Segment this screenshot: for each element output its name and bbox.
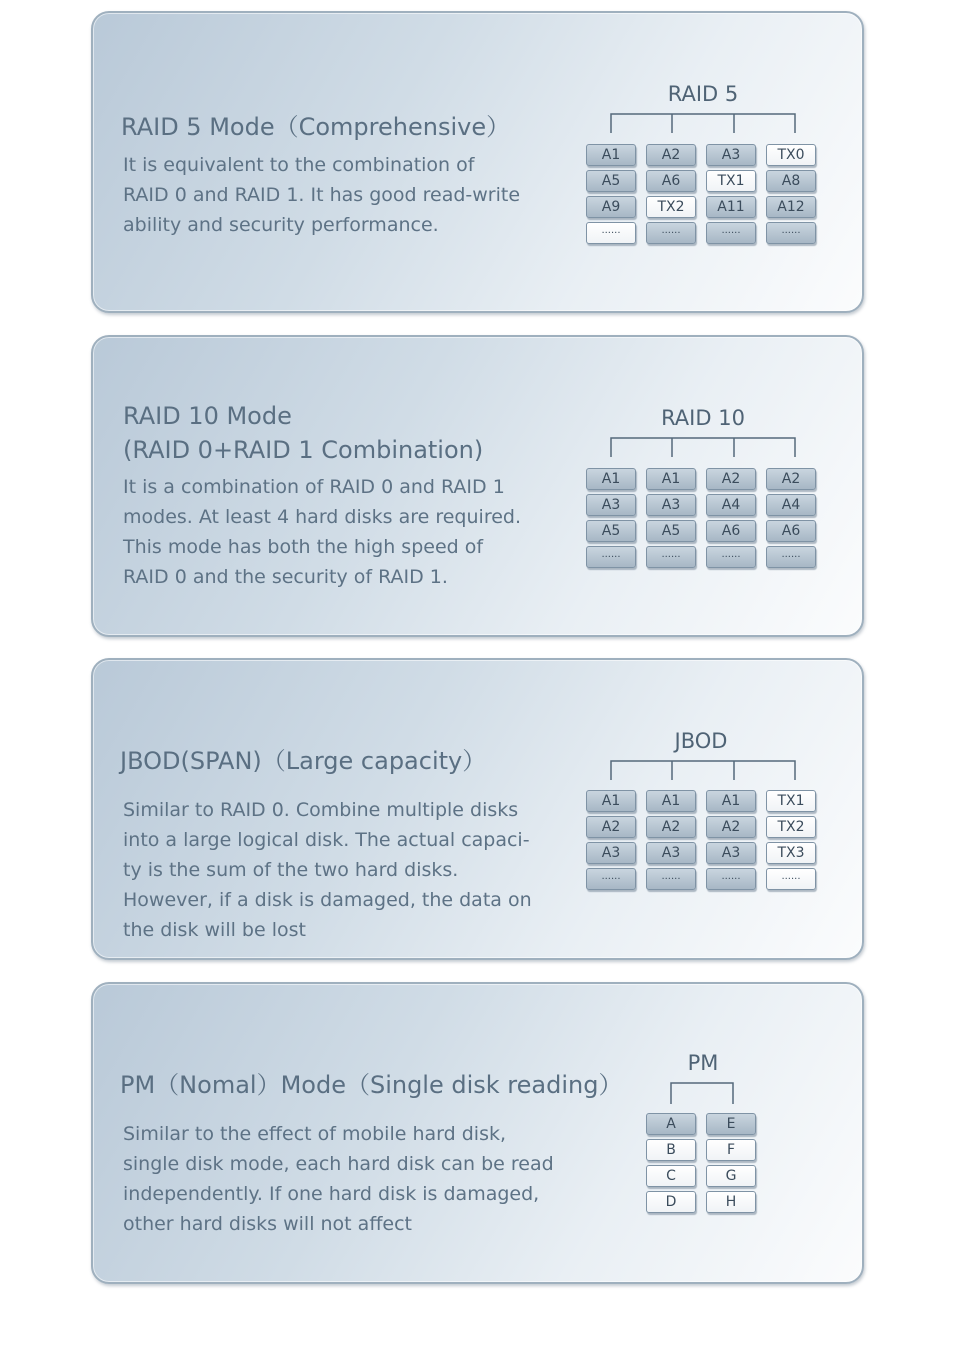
disk-a6: A6 <box>766 520 816 542</box>
disk-a3: A3 <box>586 842 636 864</box>
disk-a1: A1 <box>646 790 696 812</box>
disk-a6: A6 <box>646 170 696 192</box>
raid5-diagram-title: RAID 5 <box>667 82 739 106</box>
disk-more: ...... <box>646 546 696 568</box>
disk-a9: A9 <box>586 196 636 218</box>
disk-a2: A2 <box>706 816 756 838</box>
disk-a3: A3 <box>646 842 696 864</box>
disk-a3: A3 <box>706 144 756 166</box>
disk-a3: A3 <box>586 494 636 516</box>
disk-tx3: TX3 <box>766 842 816 864</box>
disk-a4: A4 <box>766 494 816 516</box>
disk-more: ...... <box>586 868 636 890</box>
disk-a2: A2 <box>646 816 696 838</box>
disk-a2: A2 <box>766 468 816 490</box>
disk-a5: A5 <box>586 170 636 192</box>
pm-diagram-title: PM <box>687 1051 719 1075</box>
disk-a12: A12 <box>766 196 816 218</box>
jbod-bracket <box>606 758 806 782</box>
disk-g: G <box>706 1165 756 1187</box>
disk-f: F <box>706 1139 756 1161</box>
disk-more: ...... <box>766 222 816 244</box>
raid10-diagram-title: RAID 10 <box>661 406 745 430</box>
disk-a1: A1 <box>646 468 696 490</box>
disk-tx1: TX1 <box>766 790 816 812</box>
disk-more: ...... <box>706 546 756 568</box>
disk-more: ...... <box>646 222 696 244</box>
raid5-description: It is equivalent to the combination of RAID 0 and RAID 1. It has good read-write ability and security performance. <box>123 154 521 236</box>
raid10-bracket <box>606 435 806 459</box>
disk-e: E <box>706 1113 756 1135</box>
disk-more: ...... <box>706 222 756 244</box>
raid5-panel <box>91 11 864 313</box>
disk-a3: A3 <box>646 494 696 516</box>
jbod-diagram-title: JBOD <box>674 729 728 753</box>
disk-more: ...... <box>586 546 636 568</box>
jbod-panel <box>91 658 864 960</box>
disk-tx0: TX0 <box>766 144 816 166</box>
disk-tx2: TX2 <box>766 816 816 838</box>
raid10-title: RAID 10 Mode (RAID 0+RAID 1 Combination) <box>123 402 484 464</box>
disk-a4: A4 <box>706 494 756 516</box>
pm-description: Similar to the effect of mobile hard disk, single disk mode, each hard disk can be read independently. If one hard disk is damaged, other hard disks will not affect <box>123 1123 554 1235</box>
disk-a2: A2 <box>706 468 756 490</box>
disk-more: ...... <box>766 868 816 890</box>
pm-title: PM（Nomal）Mode（Single disk reading） <box>120 1071 623 1099</box>
disk-a2: A2 <box>586 816 636 838</box>
disk-a2: A2 <box>646 144 696 166</box>
disk-c: C <box>646 1165 696 1187</box>
raid10-description: It is a combination of RAID 0 and RAID 1 modes. At least 4 hard disks are required. This mode has both the high speed of RAID 0 and the security of RAID 1. <box>123 476 521 588</box>
disk-more: ...... <box>766 546 816 568</box>
disk-a: A <box>646 1113 696 1135</box>
disk-d: D <box>646 1191 696 1213</box>
disk-a6: A6 <box>706 520 756 542</box>
jbod-description: Similar to RAID 0. Combine multiple disks into a large logical disk. The actual capaci- ty is the sum of the two hard disks. However, if a disk is damaged, the data on the disk will be lost <box>123 799 532 941</box>
disk-tx1: TX1 <box>706 170 756 192</box>
pm-bracket <box>666 1080 746 1106</box>
disk-a3: A3 <box>706 842 756 864</box>
disk-more: ...... <box>586 222 636 244</box>
disk-a1: A1 <box>586 790 636 812</box>
disk-more: ...... <box>646 868 696 890</box>
disk-more: ...... <box>706 868 756 890</box>
disk-h: H <box>706 1191 756 1213</box>
raid10-panel <box>91 335 864 637</box>
disk-a1: A1 <box>706 790 756 812</box>
pm-panel <box>91 982 864 1284</box>
disk-a1: A1 <box>586 144 636 166</box>
disk-a11: A11 <box>706 196 756 218</box>
disk-tx2: TX2 <box>646 196 696 218</box>
disk-b: B <box>646 1139 696 1161</box>
raid5-title: RAID 5 Mode（Comprehensive） <box>121 113 511 141</box>
jbod-title: JBOD(SPAN)（Large capacity） <box>120 747 487 775</box>
disk-a5: A5 <box>586 520 636 542</box>
raid5-bracket <box>606 111 806 135</box>
disk-a8: A8 <box>766 170 816 192</box>
disk-a5: A5 <box>646 520 696 542</box>
disk-a1: A1 <box>586 468 636 490</box>
